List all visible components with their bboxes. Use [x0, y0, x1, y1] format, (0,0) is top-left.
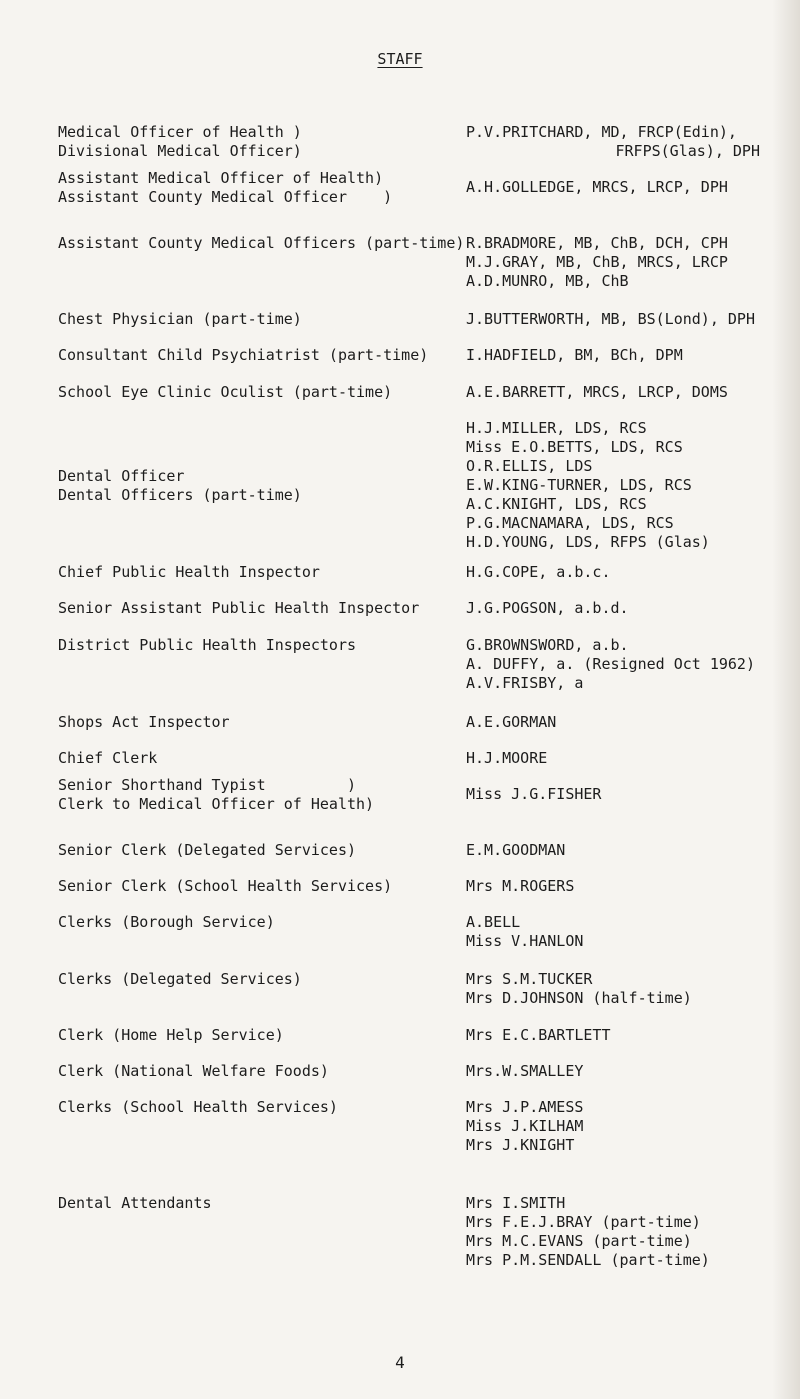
- name-line: A.BELL: [466, 913, 521, 931]
- staff-role: [58, 123, 448, 161]
- staff-role: [58, 599, 448, 618]
- name-line: A.E.GORMAN: [466, 713, 557, 731]
- role-line: School Eye Clinic Oculist (part-time): [58, 383, 393, 401]
- staff-names: [466, 913, 796, 951]
- role-line: Dental Officers (part-time): [58, 485, 302, 504]
- name-line: H.J.MOORE: [466, 749, 548, 767]
- staff-names: [466, 749, 796, 768]
- name-line: A.H.GOLLEDGE, MRCS, LRCP, DPH: [466, 178, 728, 196]
- staff-names: [466, 599, 796, 618]
- name-line: Mrs J.P.AMESS: [466, 1098, 584, 1116]
- name-line: A.D.MUNRO, MB, ChB: [466, 272, 629, 290]
- staff-names: [466, 877, 796, 896]
- staff-role: [58, 563, 448, 582]
- role-line: Consultant Child Psychiatrist (part-time): [58, 346, 429, 364]
- staff-names: [466, 713, 796, 732]
- name-line: G.BROWNSWORD, a.b.: [466, 636, 629, 654]
- name-line: Mrs P.M.SENDALL (part-time): [466, 1251, 710, 1269]
- role-line: Assistant Medical Officer of Health): [58, 169, 384, 187]
- staff-names: [466, 1194, 796, 1270]
- name-line: E.M.GOODMAN: [466, 841, 566, 859]
- role-line: Dental Attendants: [58, 1194, 212, 1212]
- role-line: Chest Physician (part-time): [58, 310, 302, 328]
- name-line: A.C.KNIGHT, LDS, RCS: [466, 495, 647, 513]
- staff-names: [466, 1026, 796, 1045]
- staff-names: [466, 1062, 796, 1081]
- staff-names: [466, 234, 796, 291]
- staff-role: [58, 419, 448, 552]
- name-line: Miss J.KILHAM: [466, 1117, 584, 1135]
- name-line: Miss V.HANLON: [466, 932, 584, 950]
- name-line: P.V.PRITCHARD, MD, FRCP(Edin),: [466, 123, 737, 141]
- page-title: STAFF: [377, 50, 423, 68]
- staff-names: [466, 1098, 796, 1155]
- staff-role: [58, 234, 465, 253]
- staff-role: [58, 169, 448, 207]
- staff-names: [466, 383, 796, 402]
- name-line: Mrs.W.SMALLEY: [466, 1062, 584, 1080]
- staff-role: [58, 310, 448, 329]
- role-line: Clerks (Delegated Services): [58, 970, 302, 988]
- staff-role: [58, 1062, 448, 1081]
- staff-role: [58, 841, 448, 860]
- role-line: Medical Officer of Health ): [58, 123, 302, 141]
- staff-role: [58, 776, 448, 814]
- role-line: Senior Clerk (Delegated Services): [58, 841, 357, 859]
- page-edge-shading: [772, 0, 800, 1399]
- staff-names: [466, 346, 796, 365]
- name-line: E.W.KING-TURNER, LDS, RCS: [466, 476, 692, 494]
- role-line: Senior Shorthand Typist ): [58, 776, 357, 794]
- page-number: 4: [395, 1353, 405, 1372]
- staff-role: [58, 713, 448, 732]
- name-line: Miss J.G.FISHER: [466, 785, 602, 803]
- name-line: O.R.ELLIS, LDS: [466, 457, 593, 475]
- staff-names: [466, 178, 796, 197]
- staff-names: [466, 841, 796, 860]
- name-line: A.V.FRISBY, a: [466, 674, 584, 692]
- staff-role: [58, 749, 448, 768]
- role-line: Chief Public Health Inspector: [58, 563, 320, 581]
- role-line: Senior Assistant Public Health Inspector: [58, 599, 420, 617]
- name-line: Mrs I.SMITH: [466, 1194, 566, 1212]
- role-line: District Public Health Inspectors: [58, 636, 357, 654]
- role-line: Clerk to Medical Officer of Health): [58, 795, 375, 813]
- role-line: Clerks (Borough Service): [58, 913, 275, 931]
- name-line: H.J.MILLER, LDS, RCS: [466, 419, 647, 437]
- staff-role: [58, 346, 448, 365]
- role-line: Shops Act Inspector: [58, 713, 230, 731]
- name-line: Miss E.O.BETTS, LDS, RCS: [466, 438, 683, 456]
- name-line: P.G.MACNAMARA, LDS, RCS: [466, 514, 674, 532]
- role-line: Assistant County Medical Officers (part-time): [58, 234, 465, 252]
- staff-names: [466, 419, 796, 552]
- staff-role: [58, 1194, 448, 1213]
- staff-role: [58, 1098, 448, 1117]
- staff-names: [466, 563, 796, 582]
- name-line: Mrs M.C.EVANS (part-time): [466, 1232, 692, 1250]
- staff-names: [466, 123, 796, 161]
- name-line: H.G.COPE, a.b.c.: [466, 563, 611, 581]
- staff-role: [58, 877, 448, 896]
- role-line: Chief Clerk: [58, 749, 158, 767]
- staff-role: [58, 383, 448, 402]
- role-line: Senior Clerk (School Health Services): [58, 877, 393, 895]
- role-line: Clerk (National Welfare Foods): [58, 1062, 329, 1080]
- name-line: A.E.BARRETT, MRCS, LRCP, DOMS: [466, 383, 728, 401]
- name-line: Mrs J.KNIGHT: [466, 1136, 575, 1154]
- role-line: Dental Officer: [58, 466, 185, 485]
- staff-role: [58, 913, 448, 932]
- name-line: I.HADFIELD, BM, BCh, DPM: [466, 346, 683, 364]
- name-line: Mrs E.C.BARTLETT: [466, 1026, 611, 1044]
- staff-role: [58, 636, 448, 655]
- role-line: Clerk (Home Help Service): [58, 1026, 284, 1044]
- role-line: Clerks (School Health Services): [58, 1098, 338, 1116]
- role-line: Divisional Medical Officer): [58, 142, 302, 160]
- staff-names: [466, 970, 796, 1008]
- name-line: Mrs S.M.TUCKER: [466, 970, 593, 988]
- name-line: Mrs D.JOHNSON (half-time): [466, 989, 692, 1007]
- name-line: FRFPS(Glas), DPH: [615, 142, 760, 160]
- name-line: J.BUTTERWORTH, MB, BS(Lond), DPH: [466, 310, 755, 328]
- name-line: R.BRADMORE, MB, ChB, DCH, CPH: [466, 234, 728, 252]
- staff-names: [466, 310, 796, 329]
- staff-names: [466, 636, 796, 693]
- name-line: J.G.POGSON, a.b.d.: [466, 599, 629, 617]
- name-line: A. DUFFY, a. (Resigned Oct 1962): [466, 655, 755, 673]
- name-line: Mrs M.ROGERS: [466, 877, 575, 895]
- name-line: Mrs F.E.J.BRAY (part-time): [466, 1213, 701, 1231]
- staff-role: [58, 970, 448, 989]
- role-line: Assistant County Medical Officer ): [58, 188, 393, 206]
- name-line: M.J.GRAY, MB, ChB, MRCS, LRCP: [466, 253, 728, 271]
- staff-role: [58, 1026, 448, 1045]
- staff-names: [466, 785, 796, 804]
- name-line: H.D.YOUNG, LDS, RFPS (Glas): [466, 533, 710, 551]
